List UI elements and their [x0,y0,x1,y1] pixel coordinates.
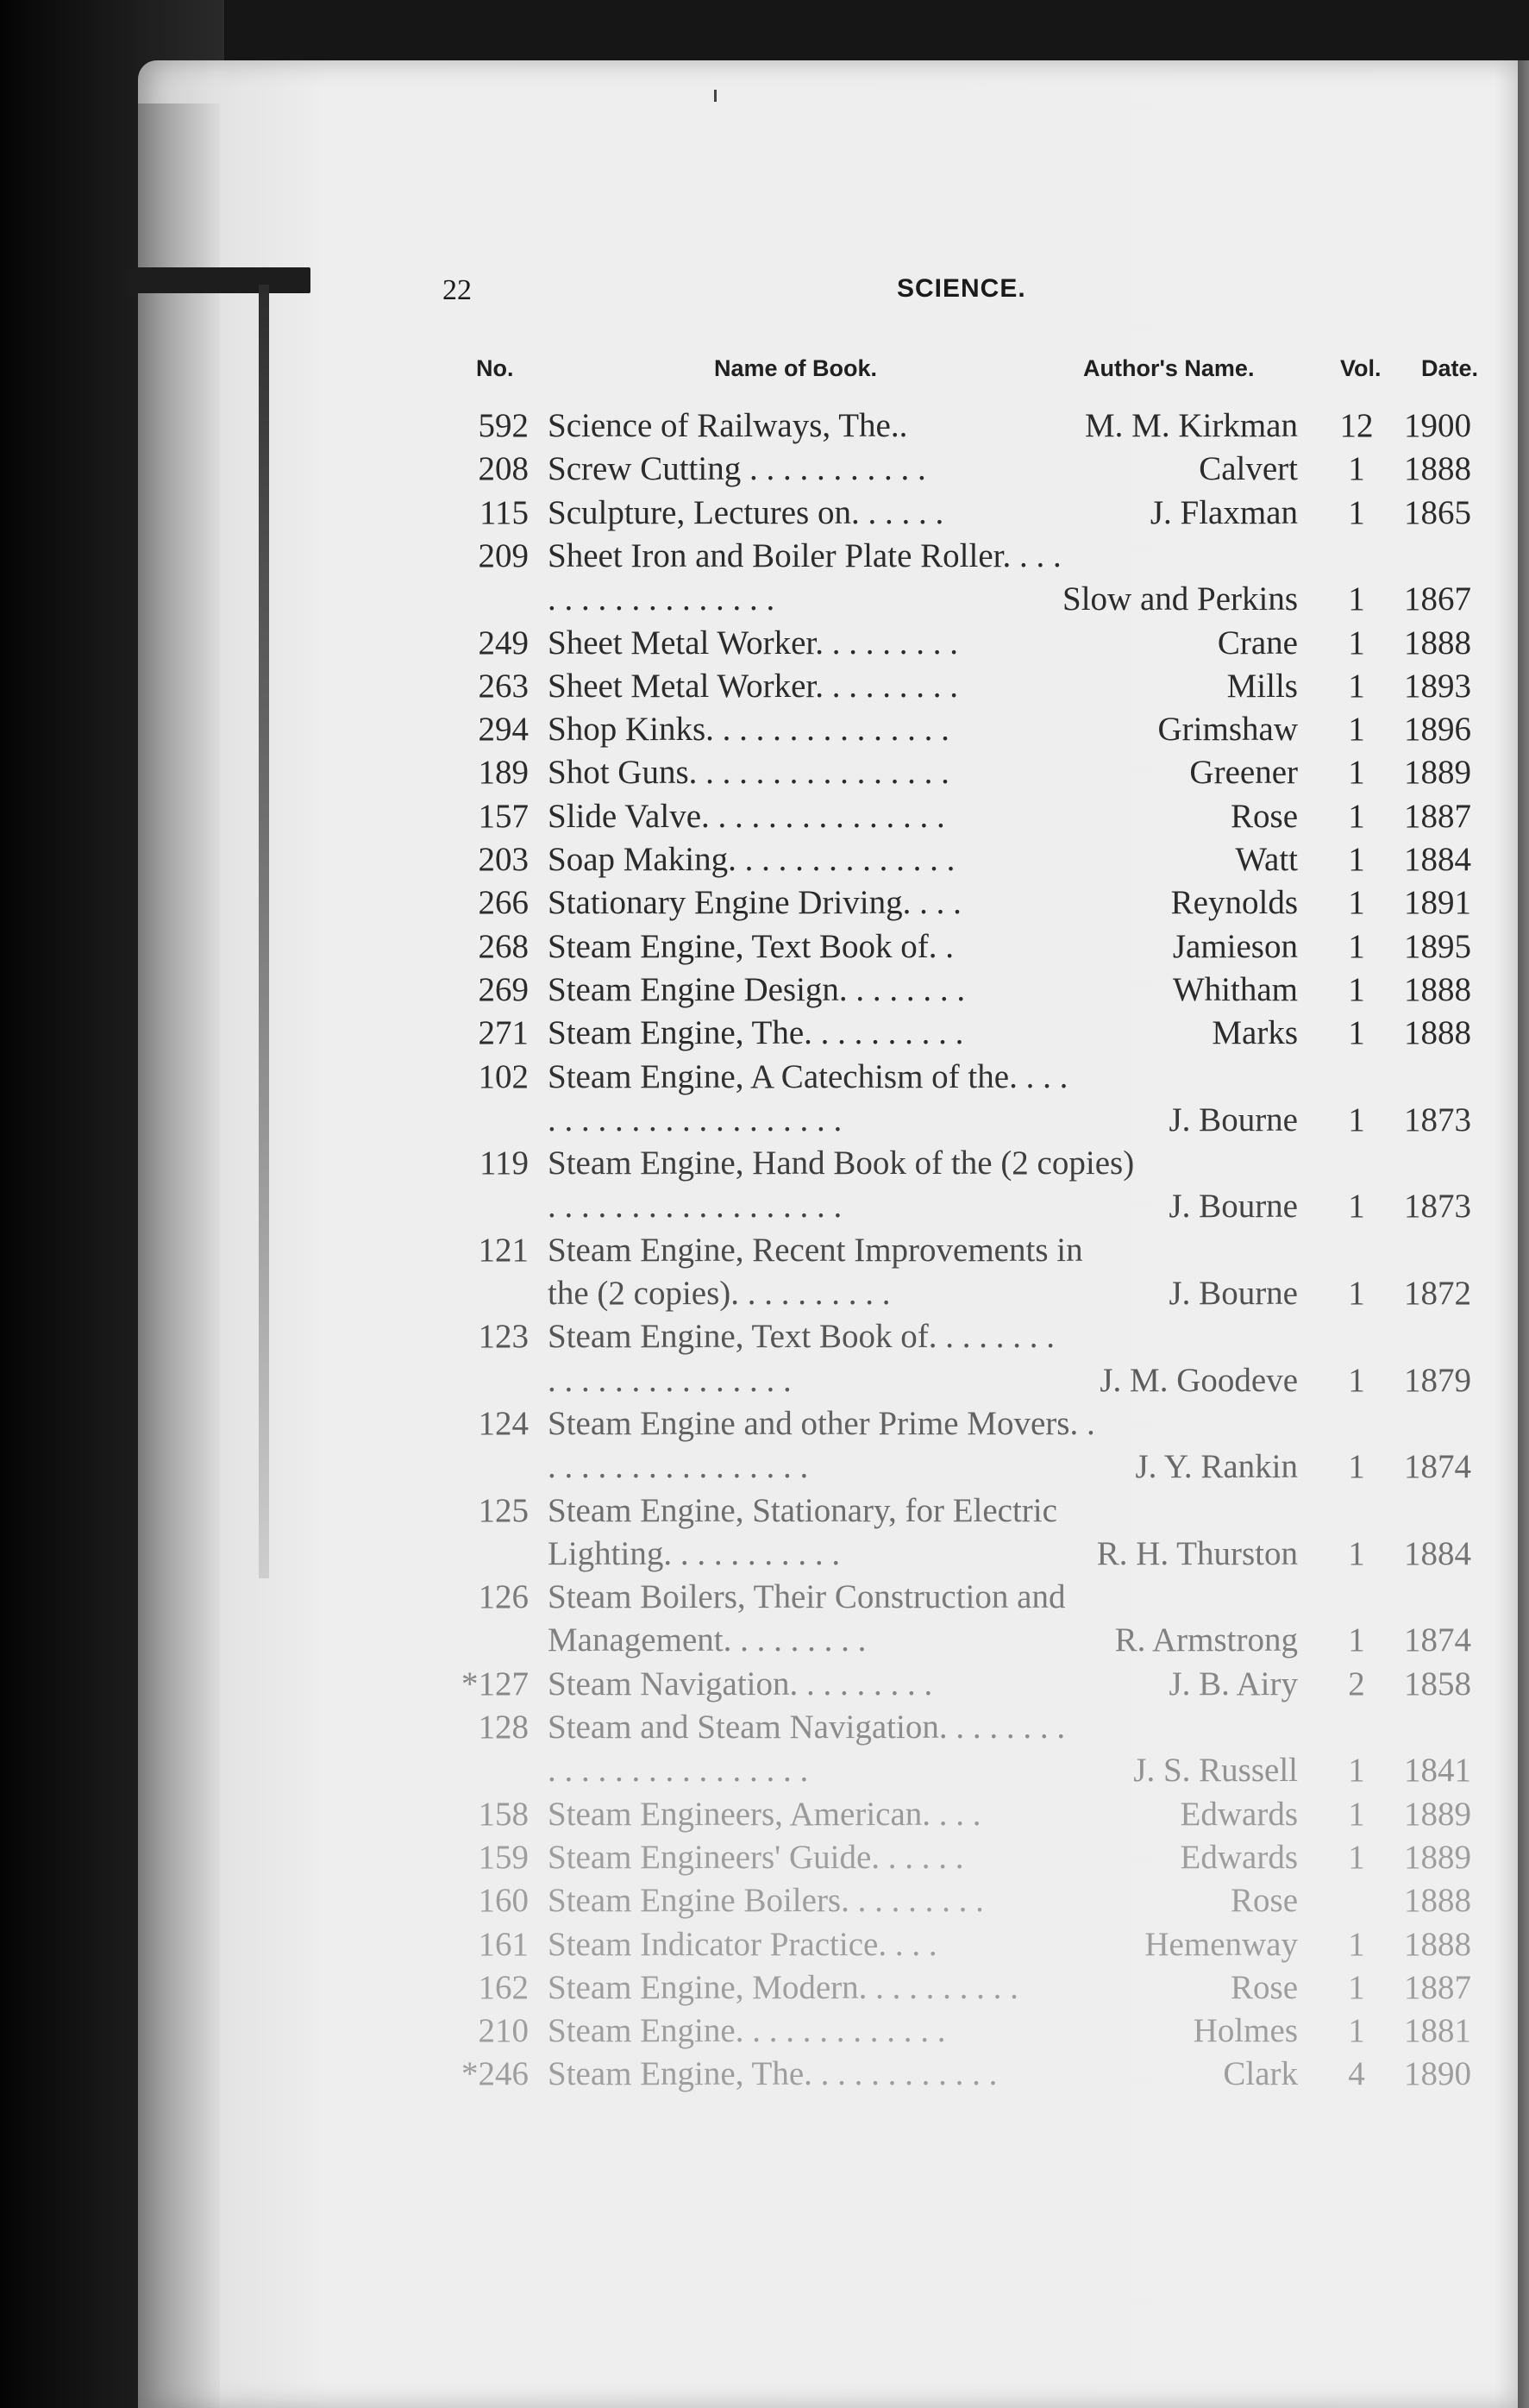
entry-title: Steam Indicator Practice. . . . [548,1926,937,1963]
catalogue-entry [0,969,1529,1011]
catalogue-entry [0,1794,1529,1835]
catalogue-entry [0,1013,1529,1054]
entry-title: Steam Engine, Recent Improvements in [548,1232,1083,1269]
entry-author: Holmes [1193,2012,1298,2049]
entry-number: 124 [478,1405,529,1442]
entry-number: 162 [478,1969,529,2006]
entry-author: J. Y. Rankin [1135,1448,1298,1485]
entry-volume: 1 [1348,1275,1365,1312]
entry-volume: 1 [1348,1926,1365,1963]
entry-title: Steam Navigation. . . . . . . . . [548,1665,933,1703]
entry-title: . . . . . . . . . . . . . . . [548,1362,792,1399]
entry-title: Sheet Metal Worker. . . . . . . . . [548,668,958,705]
entry-title: Sculpture, Lectures on. . . . . . [548,494,944,531]
entry-author: J. S. Russell [1133,1752,1298,1789]
entry-date: 1900 [1404,407,1471,444]
entry-author: J. Flaxman [1150,494,1298,531]
entry-date: 1874 [1404,1448,1471,1485]
entry-volume: 1 [1348,580,1365,618]
entry-author: Rose [1231,1882,1298,1919]
entry-volume: 1 [1348,1101,1365,1138]
catalogue-entry [0,1837,1529,1878]
entry-date: 1889 [1404,1796,1471,1833]
column-header-author: Author's Name. [1083,355,1255,381]
entry-title: Steam Engineers, American. . . . [548,1796,981,1833]
catalogue-entry [0,405,1529,447]
entry-date: 1888 [1404,624,1471,662]
entry-number: 126 [478,1578,529,1615]
entry-volume: 1 [1348,841,1365,878]
catalogue-entry [0,796,1529,837]
entry-date: 1891 [1404,884,1471,921]
entry-author: Reynolds [1170,884,1298,921]
catalogue-entry [0,1273,1529,1314]
entry-volume: 1 [1348,668,1365,705]
entry-date: 1889 [1404,1839,1471,1876]
entry-number: 159 [478,1839,529,1876]
catalogue-entry [0,926,1529,968]
entry-title: Screw Cutting . . . . . . . . . . . [548,450,926,487]
column-header-date: Date. [1421,355,1479,381]
entry-number: *246 [461,2055,529,2092]
catalogue-entry [0,709,1529,750]
entry-title: Shop Kinks. . . . . . . . . . . . . . . [548,711,949,748]
print-mark [714,90,717,102]
entry-author: M. M. Kirkman [1085,407,1298,444]
entry-number: 160 [478,1882,529,1919]
catalogue-entry [0,1230,1529,1271]
catalogue-entry [0,1186,1529,1227]
entry-author: R. H. Thurston [1096,1535,1298,1572]
entry-title: Stationary Engine Driving. . . . [548,884,962,921]
entry-author: Whitham [1172,971,1298,1008]
catalogue-entry [0,1620,1529,1661]
entry-author: Grimshaw [1157,711,1298,748]
entry-date: 1893 [1404,668,1471,705]
entry-author: Edwards [1180,1796,1298,1833]
entry-author: Hemenway [1144,1926,1298,1963]
entry-title: Sheet Iron and Boiler Plate Roller. . . . [548,537,1062,574]
column-header-vol: Vol. [1340,355,1382,381]
entry-title: Steam Engine and other Prime Movers. . [548,1405,1095,1442]
entry-title: . . . . . . . . . . . . . . . . [548,1448,809,1485]
catalogue-entry [0,1316,1529,1358]
entry-number: *127 [461,1665,529,1703]
entry-number: 294 [478,711,529,748]
entry-number: 157 [478,798,529,835]
entry-date: 1888 [1404,1014,1471,1051]
entry-date: 1888 [1404,450,1471,487]
entry-title: Steam Engine, Stationary, for Electric [548,1492,1057,1529]
entry-title: Lighting. . . . . . . . . . . [548,1535,841,1572]
entry-date: 1858 [1404,1665,1471,1703]
entry-title: Steam and Steam Navigation. . . . . . . . [548,1709,1066,1746]
entry-author: Slow and Perkins [1062,580,1298,618]
entry-volume: 1 [1348,1448,1365,1485]
entry-author: Watt [1235,841,1298,878]
catalogue-entry [0,448,1529,490]
entry-author: Crane [1217,624,1298,662]
entry-number: 102 [478,1058,529,1095]
catalogue-entry [0,1446,1529,1488]
column-header-name: Name of Book. [714,355,878,381]
entry-title: . . . . . . . . . . . . . . . . [548,1752,809,1789]
entry-title: Steam Engine, The. . . . . . . . . . [548,1014,964,1051]
entry-volume: 1 [1348,1188,1365,1225]
catalogue-entry [0,1533,1529,1575]
entry-title: the (2 copies). . . . . . . . . . [548,1275,891,1312]
entry-title: Steam Engine, The. . . . . . . . . . . . [548,2055,998,2092]
catalogue-entry [0,1100,1529,1141]
catalogue-entry [0,1057,1529,1098]
entry-title: Steam Engine, A Catechism of the. . . . [548,1058,1068,1095]
entry-author: J. Bourne [1169,1188,1298,1225]
catalogue-entry [0,623,1529,664]
entry-date: 1867 [1404,580,1471,618]
entry-number: 208 [478,450,529,487]
entry-title: Steam Engine Design. . . . . . . . [548,971,966,1008]
entry-date: 1841 [1404,1752,1471,1789]
entry-date: 1884 [1404,841,1471,878]
entry-date: 1884 [1404,1535,1471,1572]
entry-number: 592 [478,407,529,444]
catalogue-entry [0,1924,1529,1966]
entry-author: Clark [1223,2055,1298,2092]
entry-number: 210 [478,2012,529,2049]
entry-number: 158 [478,1796,529,1833]
entry-volume: 1 [1348,971,1365,1008]
entry-date: 1890 [1404,2055,1471,2092]
entry-date: 1873 [1404,1101,1471,1138]
entry-date: 1896 [1404,711,1471,748]
catalogue-entry [0,839,1529,881]
entry-author: R. Armstrong [1114,1621,1298,1659]
entry-date: 1895 [1404,928,1471,965]
entry-number: 115 [479,494,529,531]
entry-title: Steam Engine, Text Book of. . [548,928,954,965]
entry-author: J. Bourne [1169,1101,1298,1138]
catalogue-entry [0,2054,1529,2095]
entry-number: 263 [478,668,529,705]
entry-title: Shot Guns. . . . . . . . . . . . . . . . [548,754,949,791]
entry-volume: 1 [1348,2012,1365,2049]
entry-date: 1873 [1404,1188,1471,1225]
entry-date: 1888 [1404,971,1471,1008]
entry-volume: 1 [1348,1362,1365,1399]
entry-volume: 1 [1348,1969,1365,2006]
entry-title: . . . . . . . . . . . . . . . . . . [548,1188,843,1225]
catalogue-entry [0,666,1529,707]
entry-author: Jamieson [1172,928,1298,965]
catalogue-entry [0,1490,1529,1532]
entry-volume: 12 [1339,407,1374,444]
entry-date: 1879 [1404,1362,1471,1399]
entry-number: 268 [478,928,529,965]
catalogue-entry [0,1707,1529,1748]
entry-date: 1888 [1404,1882,1471,1919]
entry-volume: 1 [1348,1839,1365,1876]
catalogue-entry [0,1360,1529,1402]
binding-edge [129,267,310,293]
entry-number: 266 [478,884,529,921]
entry-volume: 1 [1348,1796,1365,1833]
entry-volume: 1 [1348,1752,1365,1789]
entry-title: . . . . . . . . . . . . . . . . . . [548,1101,843,1138]
entry-title: Steam Engineers' Guide. . . . . . [548,1839,964,1876]
entry-number: 209 [478,537,529,574]
page-number: 22 [442,274,472,306]
entry-number: 269 [478,971,529,1008]
catalogue-entry [0,882,1529,924]
entry-number: 189 [478,754,529,791]
entry-title: Management. . . . . . . . . [548,1621,867,1659]
entry-author: Greener [1189,754,1298,791]
entry-author: Rose [1231,1969,1298,2006]
entry-volume: 1 [1348,494,1365,531]
entry-number: 271 [478,1014,529,1051]
entry-number: 123 [478,1318,529,1355]
catalogue-entry [0,1143,1529,1184]
catalogue-entry [0,579,1529,620]
entry-volume: 1 [1348,1621,1365,1659]
entry-title: Sheet Metal Worker. . . . . . . . . [548,624,958,662]
entry-title: Steam Engine, Modern. . . . . . . . . . [548,1969,1018,2006]
entry-author: Rose [1231,798,1298,835]
catalogue-entry [0,2010,1529,2052]
catalogue-entry [0,1967,1529,2009]
entry-author: J. M. Goodeve [1100,1362,1298,1399]
column-header-no: No. [476,355,514,381]
entry-title: Science of Railways, The.. [548,407,908,444]
entry-volume: 1 [1348,450,1365,487]
entry-author: Calvert [1199,450,1298,487]
entry-date: 1865 [1404,494,1471,531]
entry-title: Steam Engine, Hand Book of the (2 copies) [548,1144,1135,1182]
entry-author: Mills [1226,668,1298,705]
entry-number: 119 [479,1144,529,1182]
entry-volume: 4 [1348,2055,1365,2092]
entry-number: 161 [478,1926,529,1963]
entry-date: 1887 [1404,798,1471,835]
entry-volume: 1 [1348,798,1365,835]
entry-volume: 1 [1348,928,1365,965]
entry-date: 1872 [1404,1275,1471,1312]
running-title: SCIENCE. [897,274,1026,303]
entry-volume: 2 [1348,1665,1365,1703]
entry-volume: 1 [1348,624,1365,662]
entry-number: 203 [478,841,529,878]
catalogue-entry [0,1577,1529,1618]
entry-title: Steam Engine, Text Book of. . . . . . . . [548,1318,1055,1355]
entry-date: 1888 [1404,1926,1471,1963]
entry-volume: 1 [1348,1535,1365,1572]
entry-volume: 1 [1348,711,1365,748]
entry-author: J. Bourne [1169,1275,1298,1312]
entry-author: Edwards [1180,1839,1298,1876]
entry-number: 249 [478,624,529,662]
entry-number: 121 [478,1232,529,1269]
entry-title: Steam Boilers, Their Construction and [548,1578,1066,1615]
entry-author: Marks [1212,1014,1298,1051]
catalogue-entry [0,1880,1529,1922]
entry-title: Steam Engine Boilers. . . . . . . . . [548,1882,984,1919]
catalogue-entry [0,1664,1529,1705]
entry-title: . . . . . . . . . . . . . . [548,580,775,618]
catalogue-entry [0,492,1529,534]
entry-number: 125 [478,1492,529,1529]
entry-title: Slide Valve. . . . . . . . . . . . . . . [548,798,945,835]
entry-volume: 1 [1348,1014,1365,1051]
entry-date: 1881 [1404,2012,1471,2049]
entry-author: J. B. Airy [1169,1665,1298,1703]
entry-volume: 1 [1348,884,1365,921]
entry-title: Soap Making. . . . . . . . . . . . . . [548,841,956,878]
catalogue-entry [0,752,1529,793]
entry-title: Steam Engine. . . . . . . . . . . . . [548,2012,946,2049]
entry-number: 128 [478,1709,529,1746]
entry-volume: 1 [1348,754,1365,791]
catalogue-entry [0,536,1529,577]
entry-date: 1887 [1404,1969,1471,2006]
entry-date: 1874 [1404,1621,1471,1659]
entry-date: 1889 [1404,754,1471,791]
catalogue-entry [0,1750,1529,1791]
catalogue-entry [0,1403,1529,1445]
